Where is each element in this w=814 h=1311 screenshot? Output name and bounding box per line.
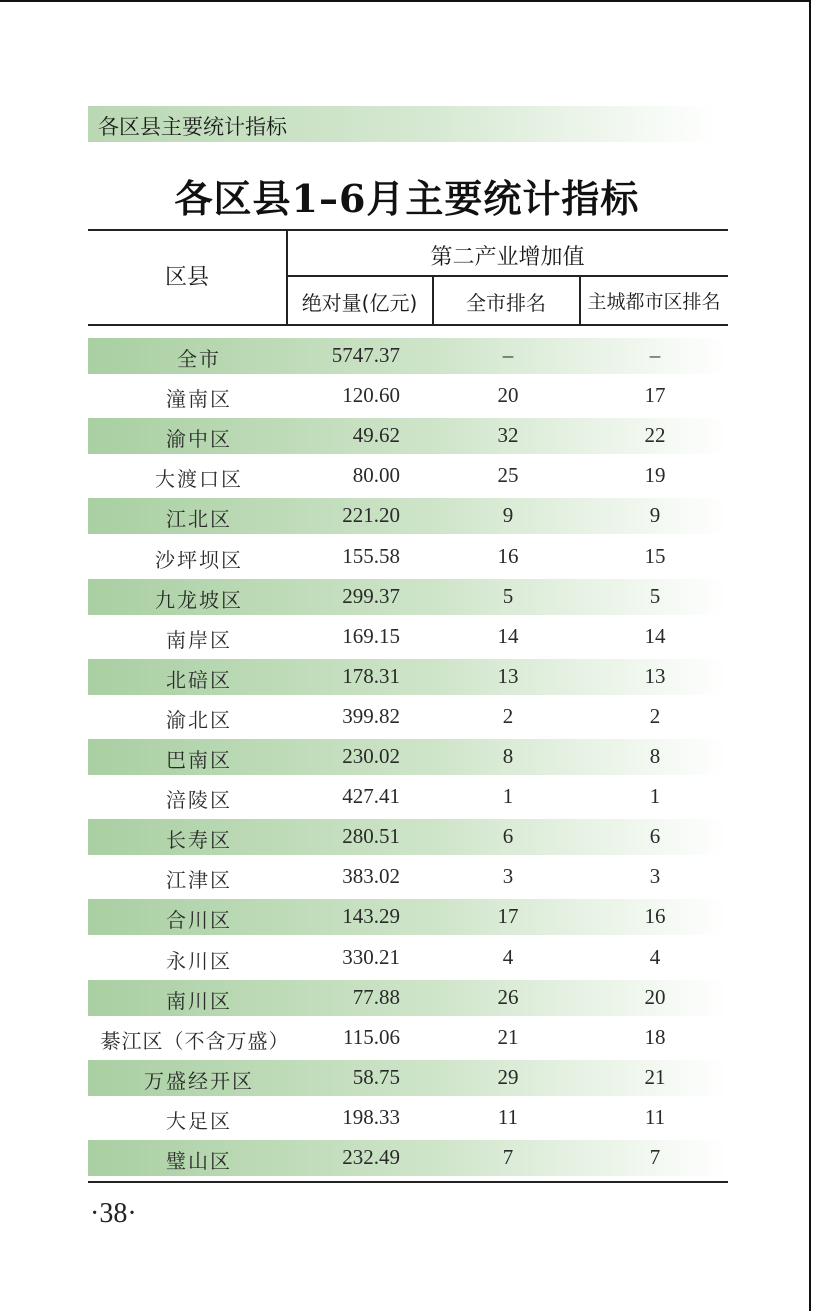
absolute-value-cell: 427.41 xyxy=(342,784,400,809)
header-bottom-rule xyxy=(88,324,728,326)
core-rank-column-header: 主城都市区排名 xyxy=(587,291,721,313)
table-row xyxy=(88,1020,728,1056)
district-name-cell: 大足区 xyxy=(166,1108,232,1133)
city-rank-cell: 21 xyxy=(497,1024,519,1049)
core-rank-cell: 17 xyxy=(644,383,666,408)
core-rank-cell: 18 xyxy=(644,1024,666,1049)
absolute-value-cell: 299.37 xyxy=(342,583,400,608)
absolute-value-cell: 155.58 xyxy=(342,543,400,568)
absolute-value-cell: 232.49 xyxy=(342,1145,400,1169)
district-name-cell: 北碚区 xyxy=(166,667,232,692)
district-name-cell: 南岸区 xyxy=(166,627,232,652)
core-rank-cell: 15 xyxy=(644,543,666,568)
city-rank-cell: 8 xyxy=(502,744,514,768)
section-banner xyxy=(88,106,716,142)
absolute-value-cell: 49.62 xyxy=(352,423,400,448)
page-number: ·38· xyxy=(90,1198,137,1229)
city-rank-cell: 11 xyxy=(497,1104,519,1129)
absolute-value-cell: 120.60 xyxy=(342,383,400,408)
core-rank-cell: 8 xyxy=(649,744,661,768)
city-rank-cell: 1 xyxy=(502,784,514,809)
district-name-cell: 南川区 xyxy=(166,988,232,1013)
city-rank-cell: 20 xyxy=(497,383,519,408)
core-rank-cell: 22 xyxy=(644,423,666,448)
district-name-cell: 涪陵区 xyxy=(166,788,232,813)
absolute-value-cell: 230.02 xyxy=(342,744,400,768)
section-banner-label: 各区县主要统计指标 xyxy=(98,115,287,139)
table-row xyxy=(88,1100,728,1136)
absolute-value-cell: 5747.37 xyxy=(331,343,400,367)
district-name-cell: 江北区 xyxy=(166,507,232,532)
city-rank-column-header: 全市排名 xyxy=(466,291,546,315)
absolute-value-cell: 80.00 xyxy=(352,463,400,488)
core-rank-cell: 7 xyxy=(649,1145,661,1169)
city-rank-cell: 25 xyxy=(497,463,519,488)
table-row xyxy=(88,1060,728,1096)
district-name-cell: 大渡口区 xyxy=(155,467,243,492)
district-name-cell: 九龙坡区 xyxy=(155,587,243,612)
city-rank-cell: 29 xyxy=(497,1064,519,1089)
district-name-cell: 全市 xyxy=(177,347,221,371)
core-rank-cell: 1 xyxy=(649,784,661,809)
table-row xyxy=(88,539,728,575)
table-row xyxy=(88,859,728,895)
table-row xyxy=(88,819,728,855)
city-rank-cell: 17 xyxy=(497,904,519,929)
absolute-value-cell: 143.29 xyxy=(342,904,400,929)
district-name-cell: 沙坪坝区 xyxy=(155,547,243,572)
absolute-value-cell: 58.75 xyxy=(352,1064,400,1089)
city-rank-cell: 26 xyxy=(497,984,519,1009)
city-rank-cell: 16 xyxy=(497,543,519,568)
district-name-cell: 璧山区 xyxy=(166,1149,232,1173)
table-row xyxy=(88,498,728,534)
table-row xyxy=(88,899,728,935)
city-rank-cell: 5 xyxy=(502,583,514,608)
core-rank-cell: 9 xyxy=(649,503,661,528)
absolute-value-cell: 383.02 xyxy=(342,864,400,889)
core-rank-cell: 5 xyxy=(649,583,661,608)
district-name-cell: 綦江区（不含万盛） xyxy=(100,1028,290,1053)
absolute-value-cell: 399.82 xyxy=(342,703,400,728)
header-group-underline xyxy=(287,275,728,277)
table-row xyxy=(88,458,728,494)
city-rank-cell: 32 xyxy=(497,423,519,448)
district-name-cell: 长寿区 xyxy=(166,828,232,853)
table-row xyxy=(88,940,728,976)
table-row xyxy=(88,338,728,374)
city-rank-cell: 9 xyxy=(502,503,514,528)
city-rank-cell: 6 xyxy=(502,824,514,849)
table-row xyxy=(88,579,728,615)
district-name-cell: 渝中区 xyxy=(166,427,232,452)
district-name-cell: 潼南区 xyxy=(166,387,232,412)
table-row xyxy=(88,739,728,775)
table-row xyxy=(88,779,728,815)
district-name-cell: 合川区 xyxy=(166,908,232,933)
table-row xyxy=(88,699,728,735)
city-rank-cell: 13 xyxy=(497,663,519,688)
core-rank-cell: 3 xyxy=(649,864,661,889)
core-rank-cell: – xyxy=(649,343,661,367)
city-rank-cell: 4 xyxy=(502,944,514,969)
city-rank-cell: 14 xyxy=(497,623,519,648)
core-rank-cell: 20 xyxy=(644,984,666,1009)
district-name-cell: 渝北区 xyxy=(166,707,232,732)
absolute-column-header: 绝对量(亿元) xyxy=(301,291,418,315)
page-title: 各区县1–6月主要统计指标 xyxy=(174,176,640,221)
city-rank-cell: 2 xyxy=(502,703,514,728)
absolute-value-cell: 178.31 xyxy=(342,663,400,688)
absolute-value-cell: 115.06 xyxy=(343,1024,400,1049)
table-bottom-rule xyxy=(88,1181,728,1183)
district-name-cell: 巴南区 xyxy=(166,748,232,772)
absolute-value-cell: 221.20 xyxy=(342,503,400,528)
core-rank-cell: 4 xyxy=(649,944,661,969)
table-row xyxy=(88,1140,728,1176)
table-top-rule xyxy=(88,229,728,231)
district-column-header: 区县 xyxy=(164,265,209,290)
district-name-cell: 江津区 xyxy=(166,868,232,893)
core-rank-cell: 13 xyxy=(644,663,666,688)
table-row xyxy=(88,418,728,454)
absolute-value-cell: 169.15 xyxy=(342,623,400,648)
core-rank-cell: 2 xyxy=(649,703,661,728)
core-rank-cell: 19 xyxy=(644,463,666,488)
absolute-value-cell: 77.88 xyxy=(352,984,400,1009)
city-rank-cell: – xyxy=(502,343,514,367)
core-rank-cell: 14 xyxy=(644,623,666,648)
table-row xyxy=(88,980,728,1016)
group-column-header: 第二产业增加值 xyxy=(430,245,585,270)
table-row xyxy=(88,659,728,695)
core-rank-cell: 21 xyxy=(644,1064,666,1089)
table-row xyxy=(88,378,728,414)
district-name-cell: 永川区 xyxy=(166,948,232,973)
core-rank-cell: 16 xyxy=(644,904,666,929)
core-rank-cell: 6 xyxy=(649,824,661,849)
city-rank-cell: 7 xyxy=(502,1145,514,1169)
absolute-value-cell: 198.33 xyxy=(342,1104,400,1129)
city-rank-cell: 3 xyxy=(502,864,514,889)
absolute-value-cell: 280.51 xyxy=(342,824,400,849)
core-rank-cell: 11 xyxy=(644,1104,666,1129)
absolute-value-cell: 330.21 xyxy=(342,944,400,969)
district-name-cell: 万盛经开区 xyxy=(144,1068,254,1093)
table-row xyxy=(88,619,728,655)
